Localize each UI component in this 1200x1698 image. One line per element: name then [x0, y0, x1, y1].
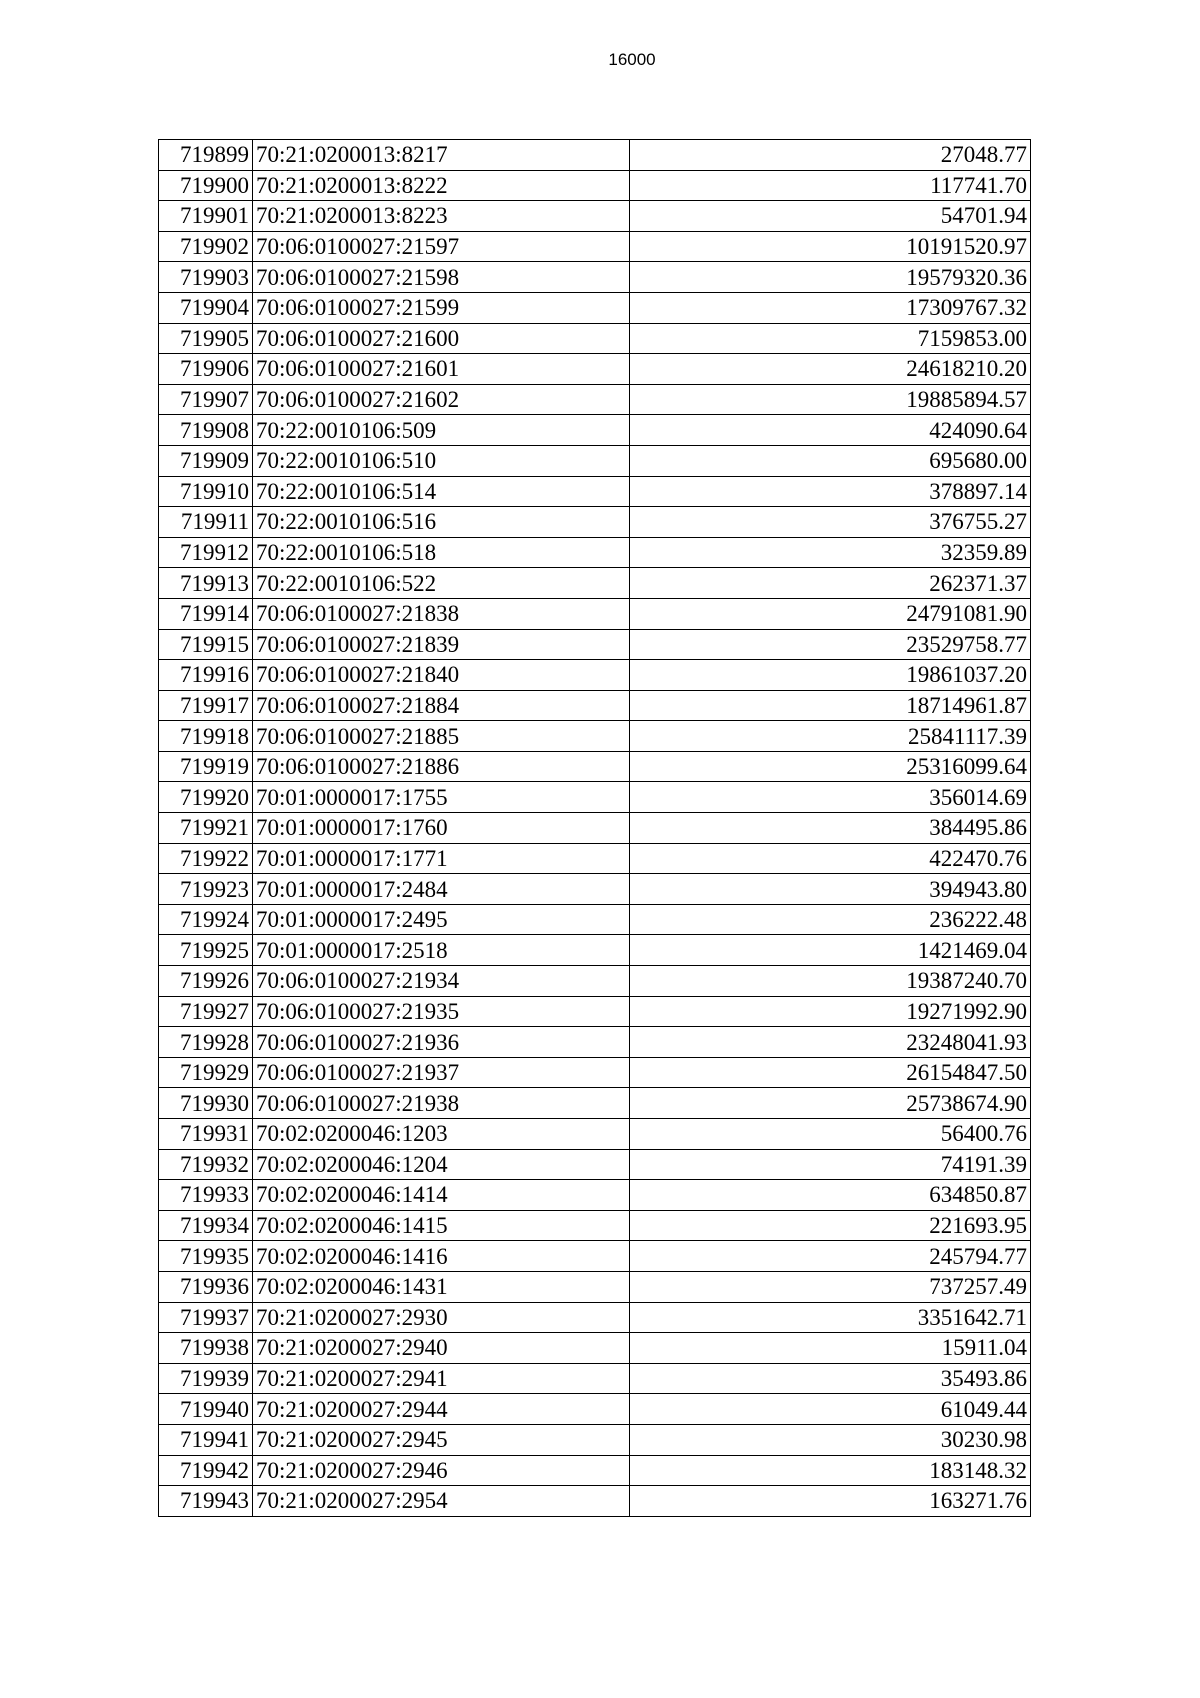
cadastral-value-cell: 25841117.39 [630, 721, 1031, 752]
cadastral-value-cell: 25738674.90 [630, 1088, 1031, 1119]
cadastral-number-cell: 70:21:0200027:2946 [253, 1455, 630, 1486]
row-number-cell: 719920 [159, 782, 253, 813]
row-number-cell: 719943 [159, 1486, 253, 1517]
cadastral-number-cell: 70:06:0100027:21937 [253, 1057, 630, 1088]
cadastral-number-cell: 70:02:0200046:1431 [253, 1271, 630, 1302]
cadastral-value-table [158, 139, 1031, 1517]
row-number-cell: 719908 [159, 415, 253, 446]
table-row [159, 904, 1031, 935]
table-row [159, 1424, 1031, 1455]
table-row [159, 690, 1031, 721]
row-number-cell: 719942 [159, 1455, 253, 1486]
cadastral-number-cell: 70:21:0200027:2941 [253, 1363, 630, 1394]
table-row [159, 996, 1031, 1027]
table-row [159, 537, 1031, 568]
cadastral-value-cell: 54701.94 [630, 201, 1031, 232]
cadastral-value-cell: 236222.48 [630, 904, 1031, 935]
cadastral-number-cell: 70:21:0200027:2944 [253, 1394, 630, 1425]
cadastral-value-cell: 30230.98 [630, 1424, 1031, 1455]
table-row [159, 1088, 1031, 1119]
cadastral-number-cell: 70:06:0100027:21601 [253, 354, 630, 385]
cadastral-value-cell: 10191520.97 [630, 231, 1031, 262]
row-number-cell: 719928 [159, 1027, 253, 1058]
cadastral-number-cell: 70:06:0100027:21602 [253, 384, 630, 415]
row-number-cell: 719910 [159, 476, 253, 507]
cadastral-number-cell: 70:01:0000017:1755 [253, 782, 630, 813]
table-row [159, 935, 1031, 966]
row-number-cell: 719927 [159, 996, 253, 1027]
table-row [159, 1057, 1031, 1088]
cadastral-value-cell: 32359.89 [630, 537, 1031, 568]
cadastral-value-cell: 23248041.93 [630, 1027, 1031, 1058]
table-row [159, 721, 1031, 752]
table-row [159, 1027, 1031, 1058]
cadastral-number-cell: 70:06:0100027:21938 [253, 1088, 630, 1119]
row-number-cell: 719926 [159, 966, 253, 997]
cadastral-value-cell: 19271992.90 [630, 996, 1031, 1027]
cadastral-number-cell: 70:06:0100027:21934 [253, 966, 630, 997]
cadastral-number-cell: 70:06:0100027:21886 [253, 751, 630, 782]
row-number-cell: 719903 [159, 262, 253, 293]
cadastral-number-cell: 70:06:0100027:21598 [253, 262, 630, 293]
row-number-cell: 719912 [159, 537, 253, 568]
table-row [159, 262, 1031, 293]
cadastral-value-cell: 221693.95 [630, 1210, 1031, 1241]
cadastral-value-cell: 394943.80 [630, 874, 1031, 905]
cadastral-number-cell: 70:02:0200046:1204 [253, 1149, 630, 1180]
row-number-cell: 719935 [159, 1241, 253, 1272]
row-number-cell: 719904 [159, 292, 253, 323]
table-row [159, 598, 1031, 629]
cadastral-number-cell: 70:02:0200046:1203 [253, 1119, 630, 1150]
cadastral-value-cell: 19861037.20 [630, 660, 1031, 691]
cadastral-value-cell: 25316099.64 [630, 751, 1031, 782]
cadastral-number-cell: 70:01:0000017:1760 [253, 813, 630, 844]
cadastral-number-cell: 70:21:0200027:2945 [253, 1424, 630, 1455]
table-row [159, 1302, 1031, 1333]
row-number-cell: 719923 [159, 874, 253, 905]
table-row [159, 231, 1031, 262]
cadastral-number-cell: 70:22:0010106:510 [253, 445, 630, 476]
row-number-cell: 719901 [159, 201, 253, 232]
row-number-cell: 719907 [159, 384, 253, 415]
cadastral-value-cell: 15911.04 [630, 1333, 1031, 1364]
cadastral-number-cell: 70:21:0200013:8217 [253, 140, 630, 171]
row-number-cell: 719916 [159, 660, 253, 691]
table-row [159, 170, 1031, 201]
table-row [159, 1210, 1031, 1241]
cadastral-number-cell: 70:21:0200013:8222 [253, 170, 630, 201]
table-row [159, 966, 1031, 997]
row-number-cell: 719930 [159, 1088, 253, 1119]
cadastral-number-cell: 70:02:0200046:1416 [253, 1241, 630, 1272]
cadastral-value-cell: 7159853.00 [630, 323, 1031, 354]
row-number-cell: 719938 [159, 1333, 253, 1364]
row-number-cell: 719922 [159, 843, 253, 874]
cadastral-value-cell: 26154847.50 [630, 1057, 1031, 1088]
row-number-cell: 719937 [159, 1302, 253, 1333]
row-number-cell: 719917 [159, 690, 253, 721]
cadastral-value-cell: 18714961.87 [630, 690, 1031, 721]
table-row [159, 201, 1031, 232]
table-row [159, 384, 1031, 415]
cadastral-value-cell: 183148.32 [630, 1455, 1031, 1486]
cadastral-value-cell: 24791081.90 [630, 598, 1031, 629]
cadastral-number-cell: 70:22:0010106:522 [253, 568, 630, 599]
table-row [159, 813, 1031, 844]
table-row [159, 1394, 1031, 1425]
row-number-cell: 719902 [159, 231, 253, 262]
cadastral-number-cell: 70:22:0010106:516 [253, 507, 630, 538]
table-row [159, 568, 1031, 599]
row-number-cell: 719940 [159, 1394, 253, 1425]
cadastral-value-cell: 56400.76 [630, 1119, 1031, 1150]
table-row [159, 751, 1031, 782]
cadastral-number-cell: 70:06:0100027:21599 [253, 292, 630, 323]
cadastral-value-cell: 17309767.32 [630, 292, 1031, 323]
table-row [159, 140, 1031, 171]
row-number-cell: 719939 [159, 1363, 253, 1394]
table-row [159, 1241, 1031, 1272]
table-row [159, 782, 1031, 813]
cadastral-number-cell: 70:06:0100027:21936 [253, 1027, 630, 1058]
table-row [159, 1271, 1031, 1302]
row-number-cell: 719925 [159, 935, 253, 966]
row-number-cell: 719905 [159, 323, 253, 354]
row-number-cell: 719932 [159, 1149, 253, 1180]
cadastral-number-cell: 70:01:0000017:1771 [253, 843, 630, 874]
cadastral-number-cell: 70:06:0100027:21838 [253, 598, 630, 629]
row-number-cell: 719918 [159, 721, 253, 752]
cadastral-number-cell: 70:06:0100027:21839 [253, 629, 630, 660]
cadastral-value-cell: 23529758.77 [630, 629, 1031, 660]
row-number-cell: 719929 [159, 1057, 253, 1088]
table-row [159, 1149, 1031, 1180]
row-number-cell: 719934 [159, 1210, 253, 1241]
cadastral-value-cell: 695680.00 [630, 445, 1031, 476]
cadastral-value-cell: 356014.69 [630, 782, 1031, 813]
cadastral-number-cell: 70:22:0010106:509 [253, 415, 630, 446]
table-row [159, 874, 1031, 905]
cadastral-value-cell: 19885894.57 [630, 384, 1031, 415]
cadastral-value-cell: 24618210.20 [630, 354, 1031, 385]
row-number-cell: 719913 [159, 568, 253, 599]
table-row [159, 415, 1031, 446]
cadastral-value-cell: 163271.76 [630, 1486, 1031, 1517]
table-row [159, 1180, 1031, 1211]
table-row [159, 1119, 1031, 1150]
row-number-cell: 719941 [159, 1424, 253, 1455]
cadastral-number-cell: 70:02:0200046:1415 [253, 1210, 630, 1241]
cadastral-number-cell: 70:06:0100027:21885 [253, 721, 630, 752]
row-number-cell: 719906 [159, 354, 253, 385]
row-number-cell: 719915 [159, 629, 253, 660]
row-number-cell: 719924 [159, 904, 253, 935]
cadastral-value-cell: 19579320.36 [630, 262, 1031, 293]
row-number-cell: 719921 [159, 813, 253, 844]
cadastral-value-cell: 61049.44 [630, 1394, 1031, 1425]
table-row [159, 1333, 1031, 1364]
cadastral-number-cell: 70:21:0200027:2940 [253, 1333, 630, 1364]
table-row [159, 476, 1031, 507]
cadastral-value-cell: 376755.27 [630, 507, 1031, 538]
cadastral-number-cell: 70:06:0100027:21935 [253, 996, 630, 1027]
cadastral-number-cell: 70:22:0010106:518 [253, 537, 630, 568]
cadastral-value-cell: 1421469.04 [630, 935, 1031, 966]
cadastral-value-cell: 384495.86 [630, 813, 1031, 844]
cadastral-value-cell: 378897.14 [630, 476, 1031, 507]
cadastral-value-cell: 19387240.70 [630, 966, 1031, 997]
cadastral-number-cell: 70:06:0100027:21600 [253, 323, 630, 354]
table-row [159, 445, 1031, 476]
cadastral-value-cell: 245794.77 [630, 1241, 1031, 1272]
cadastral-number-cell: 70:21:0200027:2930 [253, 1302, 630, 1333]
table-row [159, 1363, 1031, 1394]
cadastral-number-cell: 70:06:0100027:21884 [253, 690, 630, 721]
cadastral-value-cell: 422470.76 [630, 843, 1031, 874]
cadastral-value-cell: 737257.49 [630, 1271, 1031, 1302]
row-number-cell: 719931 [159, 1119, 253, 1150]
table-row [159, 292, 1031, 323]
table-row [159, 629, 1031, 660]
table-row [159, 660, 1031, 691]
cadastral-value-cell: 27048.77 [630, 140, 1031, 171]
table-row [159, 1455, 1031, 1486]
row-number-cell: 719936 [159, 1271, 253, 1302]
cadastral-value-cell: 117741.70 [630, 170, 1031, 201]
table-row [159, 323, 1031, 354]
table-body [159, 140, 1031, 1517]
row-number-cell: 719919 [159, 751, 253, 782]
cadastral-number-cell: 70:01:0000017:2484 [253, 874, 630, 905]
row-number-cell: 719914 [159, 598, 253, 629]
cadastral-number-cell: 70:06:0100027:21597 [253, 231, 630, 262]
row-number-cell: 719911 [159, 507, 253, 538]
cadastral-value-cell: 74191.39 [630, 1149, 1031, 1180]
cadastral-number-cell: 70:22:0010106:514 [253, 476, 630, 507]
table-row [159, 843, 1031, 874]
cadastral-value-cell: 424090.64 [630, 415, 1031, 446]
cadastral-number-cell: 70:21:0200027:2954 [253, 1486, 630, 1517]
cadastral-number-cell: 70:06:0100027:21840 [253, 660, 630, 691]
cadastral-number-cell: 70:21:0200013:8223 [253, 201, 630, 232]
table-row [159, 354, 1031, 385]
cadastral-number-cell: 70:01:0000017:2495 [253, 904, 630, 935]
cadastral-number-cell: 70:01:0000017:2518 [253, 935, 630, 966]
cadastral-value-cell: 35493.86 [630, 1363, 1031, 1394]
page-number: 16000 [608, 50, 656, 69]
cadastral-number-cell: 70:02:0200046:1414 [253, 1180, 630, 1211]
table-row [159, 1486, 1031, 1517]
table-row [159, 507, 1031, 538]
row-number-cell: 719933 [159, 1180, 253, 1211]
row-number-cell: 719909 [159, 445, 253, 476]
row-number-cell: 719900 [159, 170, 253, 201]
cadastral-value-cell: 262371.37 [630, 568, 1031, 599]
cadastral-value-cell: 634850.87 [630, 1180, 1031, 1211]
cadastral-value-cell: 3351642.71 [630, 1302, 1031, 1333]
row-number-cell: 719899 [159, 140, 253, 171]
